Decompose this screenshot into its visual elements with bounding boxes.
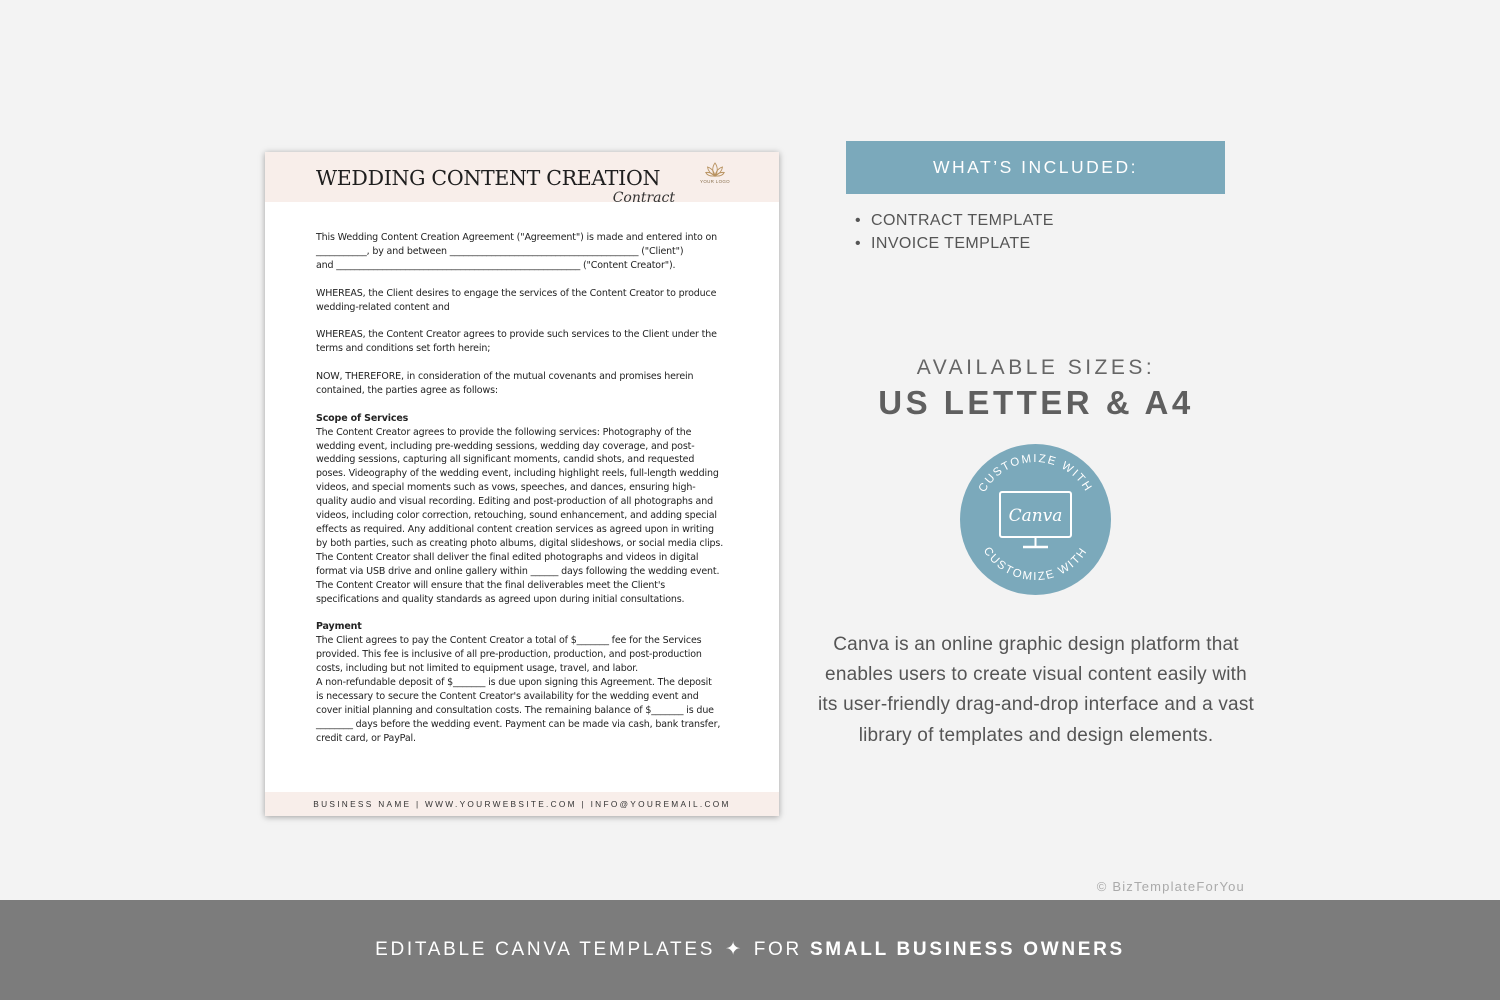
payment-heading: Payment [316,621,362,633]
whereas-paragraph-1: WHEREAS, the Client desires to engage the services of the Content Creator to produce wedding-related content and [316,287,717,313]
canva-wordmark: Canva [1008,506,1063,526]
lotus-icon [705,162,725,178]
scope-heading: Scope of Services [316,412,409,424]
whats-included-banner: WHAT’S INCLUDED: [846,141,1225,194]
scope-text: The Content Creator agrees to provide the following services: Photography of the wedding event, including pre-wedding sessions, wedding day coverage, and post- wedding sessions, capturing all significant moments, candid shots, and requested poses. Videography of the wedding event, including highlight reels, full-length wedding videos, and special moments such as vows, speeches, and dances, ensuring high- quality audio and visual recording. Editing and post-production of all photographs and videos, including color correction, retouching, sound enhancement, and adding special effects as required. Any additional content creation services as agreed upon in writing by both parties, such as creating photo albums, digital slideshows, or social media clips. The Content Creator shall deliver the final edited photographs and videos in digital format via USB drive and online gallery within ______ days following the wedding event. The Content Creator will ensure that the final deliverables meet the Client's specifications and quality standards as agreed upon during initial consultations. [316,426,724,605]
document-footer: BUSINESS NAME | WWW.YOURWEBSITE.COM | INFO@YOUREMAIL.COM [265,792,779,816]
badge-text-top: CUSTOMIZE WITH [976,452,1095,495]
badge-text-bottom: CUSTOMIZE WITH [980,545,1091,584]
tagline-part-2: FOR [753,939,802,960]
payment-text: The Client agrees to pay the Content Creator a total of $_______ fee for the Services provided. This fee is inclusive of all pre-production, production, and post-production costs, including but not limited to equipment usage, travel, and labor. A non-refundable deposit of $_______ is due upon signing this Agreement. The deposit is necessary to secure the Content Creator's availability for the wedding event and cover initial planning and consultation costs. The remaining balance of $_______ is due ________ days before the wedding event. Payment can be made via cash, bank transfer, credit card, or PayPal. [316,635,721,744]
tagline-part-1: EDITABLE CANVA TEMPLATES [375,939,716,960]
document-body [316,231,730,745]
document-header [265,152,779,206]
star-separator: ✦ [725,939,744,960]
document-subtitle: Contract [612,190,675,206]
list-item: • CONTRACT TEMPLATE [855,210,1054,233]
customize-with-canva-badge [960,444,1111,595]
copyright-text: © BizTemplateForYou [1096,879,1245,894]
intro-paragraph: This Wedding Content Creation Agreement ("Agreement") is made and entered into on ___________, by and between _________________________________________ ("Client") and _____________________________________________________ ("Content Creator"). [316,232,718,271]
canva-description: Canva is an online graphic design platform that enables users to create visual content easily with its user-friendly drag-and-drop interface and a vast library of templates and design elements. [817,634,1254,746]
tagline-part-3: SMALL BUSINESS OWNERS [809,939,1125,960]
therefore-paragraph: NOW, THEREFORE, in consideration of the mutual covenants and promises herein contained, the parties agree as follows: [316,371,694,396]
logo [698,162,732,184]
available-sizes-label: AVAILABLE SIZES: [916,356,1156,379]
included-list [855,210,1054,255]
contract-preview [265,152,779,816]
whereas-paragraph-2: WHEREAS, the Content Creator agrees to provide such services to the Client under the terms and conditions set forth herein; [316,329,717,355]
document-title: WEDDING CONTENT CREATION [316,166,661,190]
list-item: • INVOICE TEMPLATE [855,233,1054,256]
bottom-tagline-bar [0,900,1500,1000]
available-sizes-value: US LETTER & A4 [878,384,1194,421]
logo-text: YOUR LOGO [700,179,730,184]
